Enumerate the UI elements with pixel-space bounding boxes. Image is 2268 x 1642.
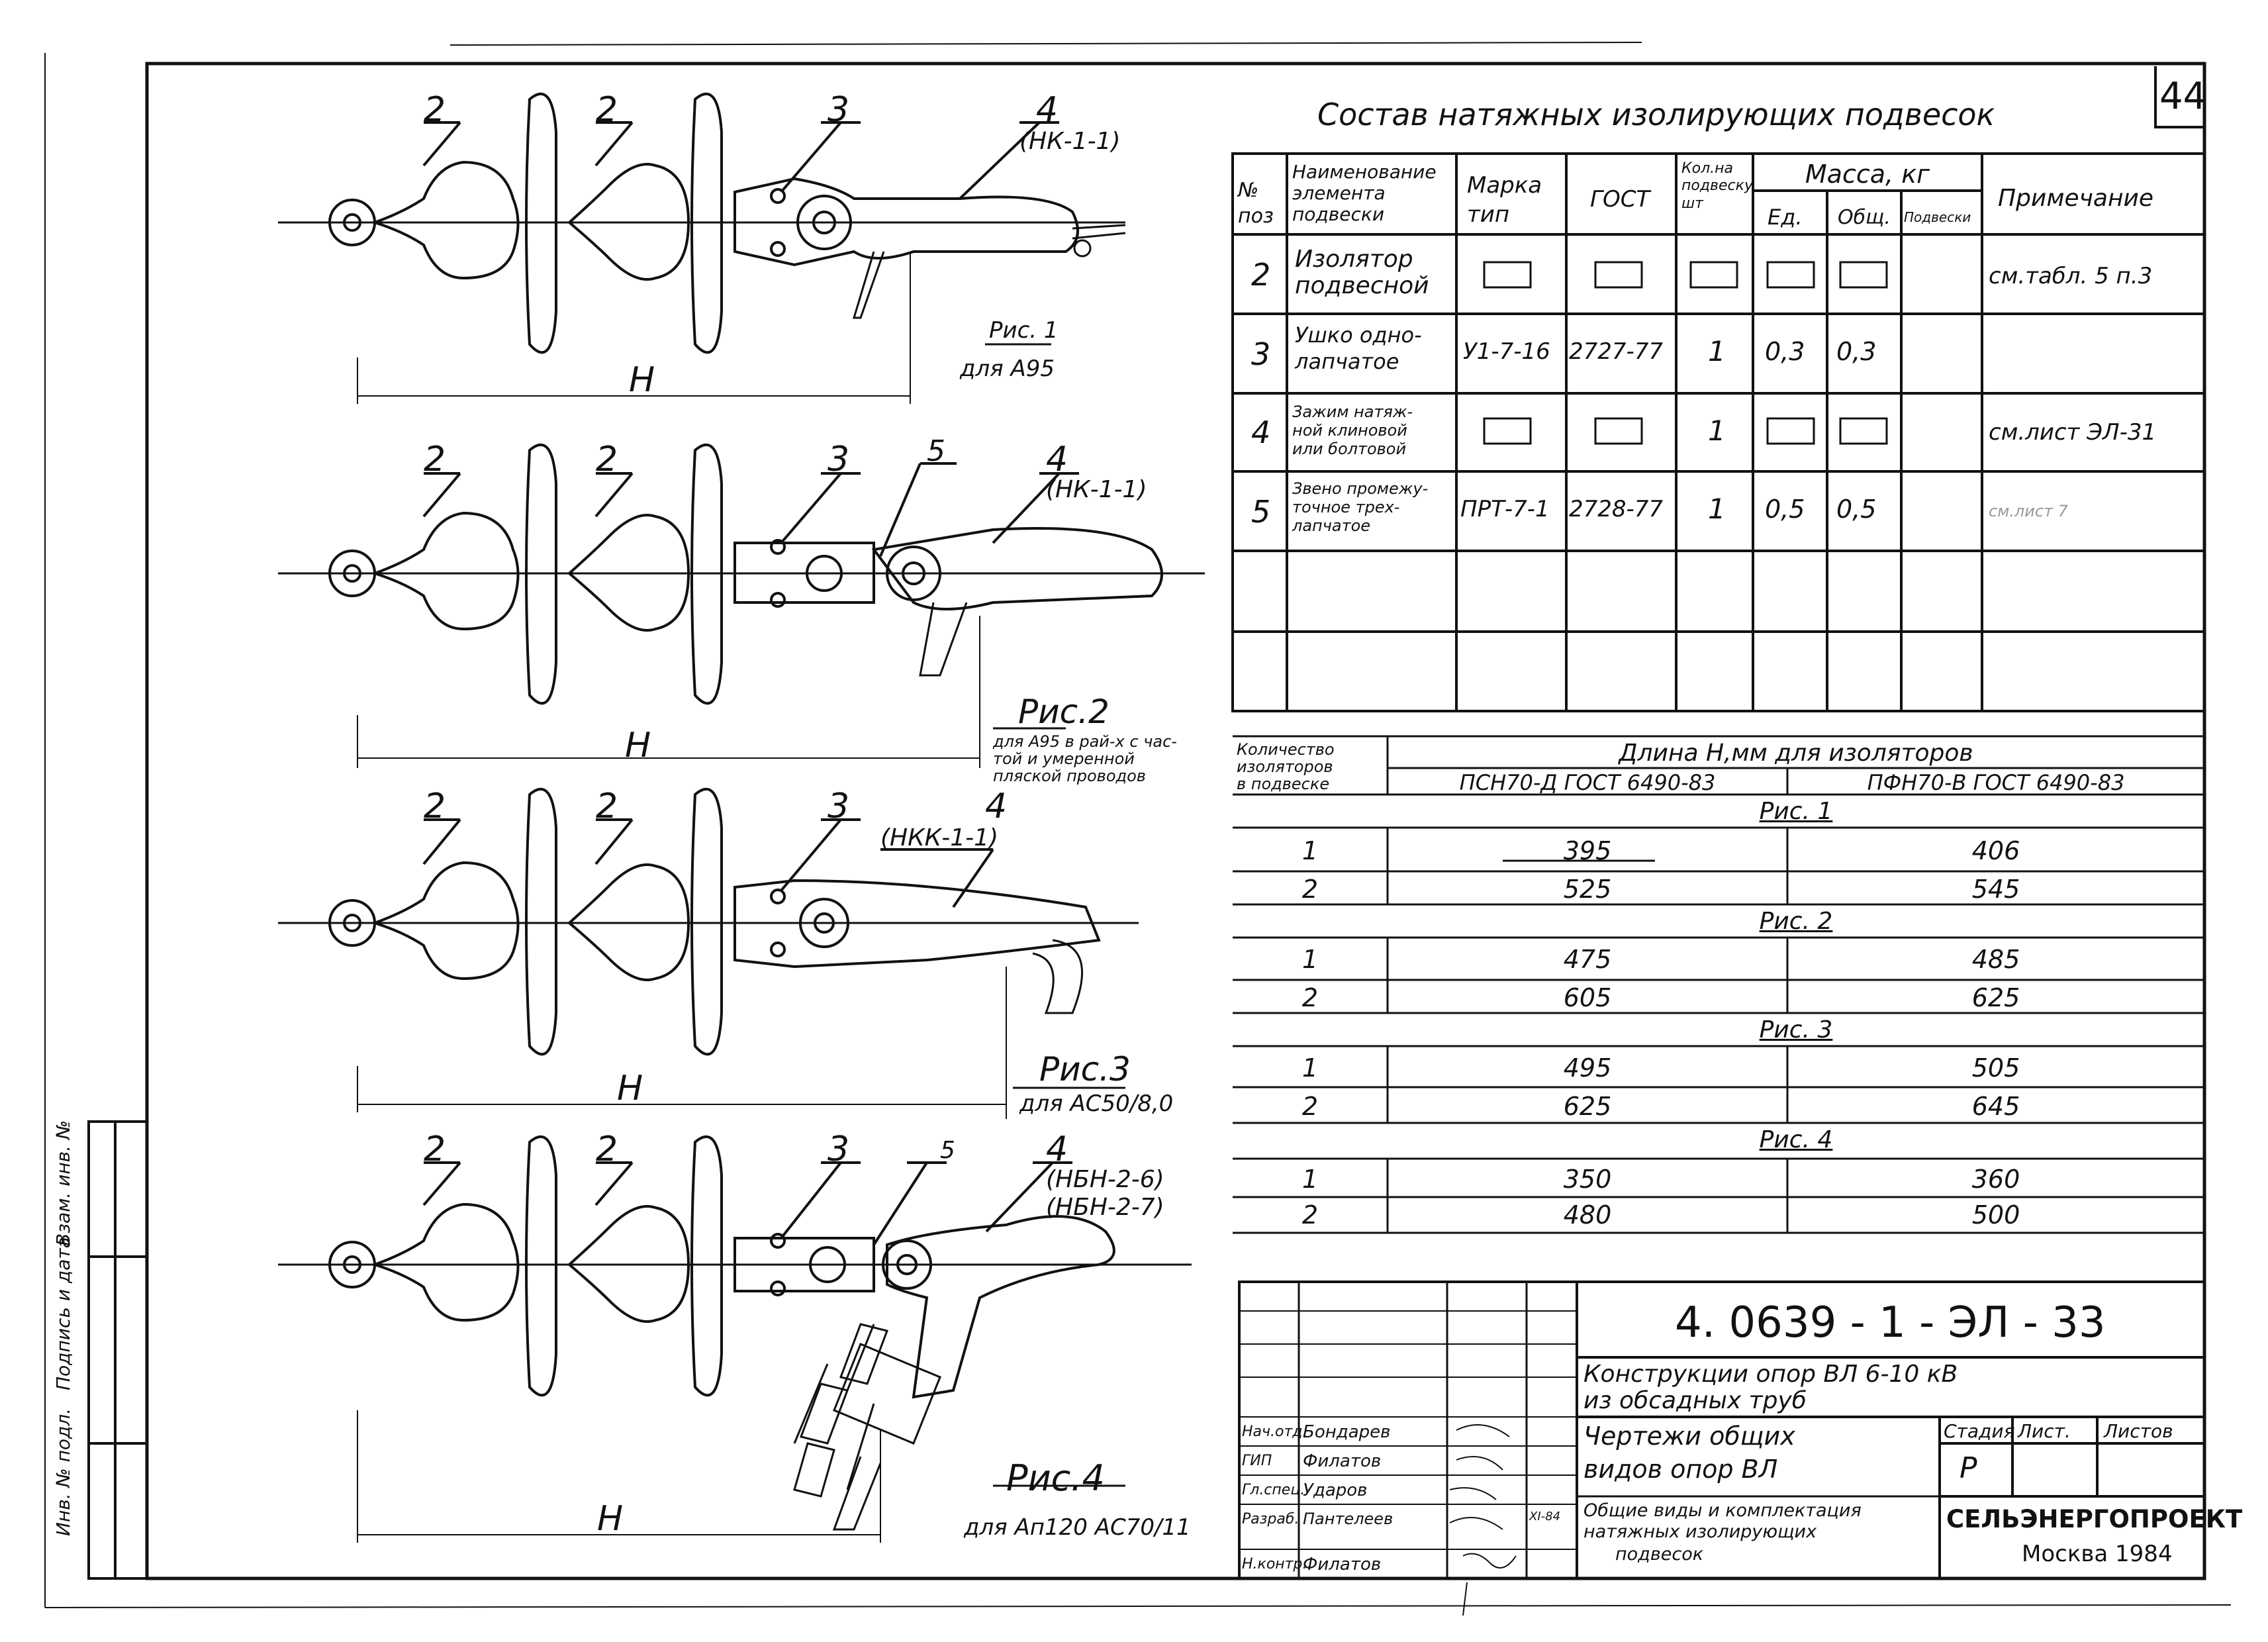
length-row-b: 406 <box>1971 836 2020 865</box>
row-name: ной клиновой <box>1292 421 1407 440</box>
sheets-header: Листов <box>2104 1420 2173 1442</box>
row-name: Зажим натяж- <box>1292 403 1413 421</box>
organization-city: Москва 1984 <box>2022 1541 2173 1567</box>
fig4-part-4: 4 <box>1046 1130 1068 1169</box>
row-pos: 4 <box>1251 414 1271 450</box>
length-table-col1-header: в подвеске <box>1237 775 1330 793</box>
length-row-a: 525 <box>1563 875 1612 904</box>
fig2-caption-2: той и умеренной <box>993 749 1135 768</box>
length-row-count: 2 <box>1301 1200 1319 1230</box>
drawing-title-1: Чертежи общих <box>1583 1422 1795 1451</box>
fig3-caption: для АС50/8,0 <box>1019 1090 1174 1117</box>
fig3-clamp: (НКК-1-1) <box>880 824 999 851</box>
project-title-1: Конструкции опор ВЛ 6-10 кВ <box>1583 1361 1958 1388</box>
length-row-b: 485 <box>1971 945 2020 974</box>
fig1-part-2b: 2 <box>596 90 618 130</box>
fig3-part-2a: 2 <box>424 787 446 826</box>
composition-table-title: Состав натяжных изолирующих подвесок <box>1317 97 1995 132</box>
length-row-b: 545 <box>1971 875 2020 904</box>
fig1-part-3: 3 <box>827 90 850 130</box>
length-table-col1-header: Количество <box>1237 740 1335 759</box>
fig2-label: Рис.2 <box>1018 693 1110 731</box>
fig3-dimension-h: Н <box>617 1069 643 1108</box>
length-row-a: 480 <box>1563 1200 1612 1230</box>
organization-name: СЕЛЬЭНЕРГОПРОЕКТ <box>1946 1505 2243 1533</box>
document-code: 4. 0639 - 1 - ЭЛ - 33 <box>1675 1298 2106 1347</box>
length-row-a: 625 <box>1563 1092 1612 1121</box>
fig2-caption-1: для А95 в рай-х с час- <box>993 732 1177 751</box>
length-table-group-label: Рис. 1 <box>1759 798 1833 825</box>
length-row-b: 500 <box>1971 1200 2020 1230</box>
fig3-part-2b: 2 <box>596 787 618 826</box>
col-header-mark: Марка тип <box>1467 172 1542 228</box>
fig2-part-3: 3 <box>827 440 850 479</box>
row-gost: 2728-77 <box>1569 496 1664 522</box>
fig2-clamp: (НК-1-1) <box>1046 476 1147 503</box>
row-mass-total: 0,5 <box>1836 495 1877 524</box>
person-name: Филатов <box>1303 1555 1382 1574</box>
sheet-title-1: Общие виды и комплектация <box>1583 1500 1862 1521</box>
row-mark: ПРТ-7-1 <box>1460 496 1550 522</box>
row-note: см.лист 7 <box>1989 502 2068 520</box>
fig4-part-2a: 2 <box>424 1130 446 1169</box>
fig1-part-4: 4 <box>1036 90 1059 130</box>
fig1-dimension-h: Н <box>629 360 655 400</box>
fig2-part-4: 4 <box>1046 440 1068 479</box>
length-table-subheader-2: ПФН70-В ГОСТ 6490-83 <box>1867 770 2125 795</box>
person-name: Пантелеев <box>1303 1510 1394 1528</box>
sheet-number: 44 <box>2159 75 2207 118</box>
fig4-part-2b: 2 <box>596 1130 618 1169</box>
stage-header: Стадия <box>1944 1420 2015 1442</box>
length-row-count: 1 <box>1301 945 1319 974</box>
person-role: ГИП <box>1242 1453 1272 1469</box>
row-pos: 2 <box>1251 257 1271 293</box>
col-header-mass: Масса, кг <box>1805 160 1930 189</box>
side-stamp-sign-date: Подпись и дата <box>52 1237 74 1390</box>
side-stamp-frame <box>89 1122 147 1578</box>
length-row-a: 605 <box>1563 983 1612 1012</box>
fig4-label: Рис.4 <box>1006 1457 1105 1499</box>
fig2-part-2a: 2 <box>424 440 446 479</box>
length-row-count: 1 <box>1301 1053 1319 1083</box>
row-gost: 2727-77 <box>1569 338 1664 365</box>
fig2-part-5: 5 <box>927 434 945 468</box>
col-header-note: Примечание <box>1998 185 2154 212</box>
person-name: Бондарев <box>1303 1422 1391 1442</box>
stage-value: Р <box>1960 1451 1977 1485</box>
col-header-mass-unit: Ед. <box>1768 205 1803 230</box>
row-name: Изолятор <box>1295 246 1413 273</box>
fig1-clamp: (НК-1-1) <box>1019 128 1121 155</box>
row-name: Ушко одно- <box>1295 322 1422 348</box>
fig2-part-2b: 2 <box>596 440 618 479</box>
length-row-a: 475 <box>1563 945 1612 974</box>
length-table-subheader-1: ПСН70-Д ГОСТ 6490-83 <box>1459 770 1716 795</box>
row-name: Звено промежу- <box>1292 479 1429 498</box>
row-qty: 1 <box>1708 414 1726 447</box>
col-header-qty: Кол.на подвеску шт <box>1681 160 1753 212</box>
sheet-title-3: подвесок <box>1615 1544 1704 1565</box>
fig1-part-2a: 2 <box>424 90 446 130</box>
row-name: лапчатое <box>1292 516 1371 535</box>
fig2-caption-3: пляской проводов <box>993 767 1146 785</box>
person-role: Разраб. <box>1242 1511 1299 1527</box>
row-note: см.лист ЭЛ-31 <box>1989 419 2157 446</box>
fig4-caption: для Ап120 АС70/11 <box>964 1514 1191 1541</box>
approval-date: XI-84 <box>1529 1510 1561 1523</box>
length-row-a: 495 <box>1563 1053 1612 1083</box>
col-header-mass-total: Общ. <box>1838 206 1891 229</box>
length-row-a: 350 <box>1563 1165 1612 1194</box>
figure-3-drawing <box>278 789 1139 1119</box>
row-mass-unit: 0,5 <box>1765 495 1805 524</box>
row-qty: 1 <box>1708 335 1726 367</box>
row-pos: 5 <box>1251 494 1271 530</box>
project-title-2: из обсадных труб <box>1583 1387 1807 1414</box>
person-role: Нач.отд. <box>1242 1424 1307 1440</box>
col-header-pos: № поз <box>1238 179 1274 228</box>
row-name: подвесной <box>1295 272 1429 299</box>
length-row-count: 1 <box>1301 1165 1319 1194</box>
side-stamp-inv-orig: Инв. № подл. <box>52 1408 74 1536</box>
person-role: Гл.спец. <box>1242 1482 1305 1498</box>
length-table-group-label: Рис. 2 <box>1759 908 1833 935</box>
person-name: Филатов <box>1303 1451 1382 1471</box>
row-pos: 3 <box>1251 336 1271 372</box>
col-header-gost: ГОСТ <box>1590 186 1650 213</box>
drawing-title-2: видов опор ВЛ <box>1583 1455 1778 1484</box>
col-header-name: Наименование элемента подвески <box>1292 161 1437 226</box>
fig1-caption: для А95 <box>960 356 1055 382</box>
fig4-part-5: 5 <box>940 1137 955 1164</box>
row-note: см.табл. 5 п.3 <box>1989 263 2153 289</box>
length-row-b: 625 <box>1971 983 2020 1012</box>
row-name: точное трех- <box>1292 498 1400 516</box>
length-row-count: 2 <box>1301 875 1319 904</box>
row-mass-unit: 0,3 <box>1765 337 1805 366</box>
length-row-count: 2 <box>1301 983 1319 1012</box>
length-row-count: 2 <box>1301 1092 1319 1121</box>
length-table-col1-header: изоляторов <box>1237 757 1333 776</box>
fig2-dimension-h: Н <box>625 726 651 765</box>
row-mass-total: 0,3 <box>1836 337 1877 366</box>
fig3-part-3: 3 <box>827 787 850 826</box>
length-table-group-label: Рис. 4 <box>1759 1126 1833 1153</box>
fig1-label: Рис. 1 <box>989 317 1059 344</box>
length-table-main-header: Длина Н,мм для изоляторов <box>1619 740 1973 767</box>
length-row-count: 1 <box>1301 836 1319 865</box>
row-mark: У1-7-16 <box>1463 338 1550 365</box>
person-role: Н.контр. <box>1242 1556 1307 1572</box>
sheet-title-2: натяжных изолирующих <box>1583 1521 1817 1542</box>
row-qty: 1 <box>1708 493 1726 525</box>
side-stamp-replace-inv: Взам. инв. № <box>52 1120 74 1246</box>
length-row-b: 505 <box>1971 1053 2020 1083</box>
length-row-a: 395 <box>1563 836 1612 865</box>
col-header-mass-suspension: Подвески <box>1904 209 1971 225</box>
fig3-label: Рис.3 <box>1039 1050 1131 1088</box>
person-name: Ударов <box>1303 1480 1368 1500</box>
sheet-header: Лист. <box>2018 1420 2071 1442</box>
fig3-part-4: 4 <box>985 787 1008 826</box>
fig4-clamp-1: (НБН-2-6) <box>1046 1166 1164 1193</box>
fig4-part-3: 3 <box>827 1130 850 1169</box>
fig4-dimension-h: Н <box>597 1499 624 1539</box>
fig4-clamp-2: (НБН-2-7) <box>1046 1194 1164 1221</box>
length-row-b: 645 <box>1971 1092 2020 1121</box>
row-name: или болтовой <box>1292 440 1407 458</box>
row-name: лапчатое <box>1295 349 1399 374</box>
length-row-b: 360 <box>1971 1165 2020 1194</box>
length-table-group-label: Рис. 3 <box>1759 1016 1833 1043</box>
